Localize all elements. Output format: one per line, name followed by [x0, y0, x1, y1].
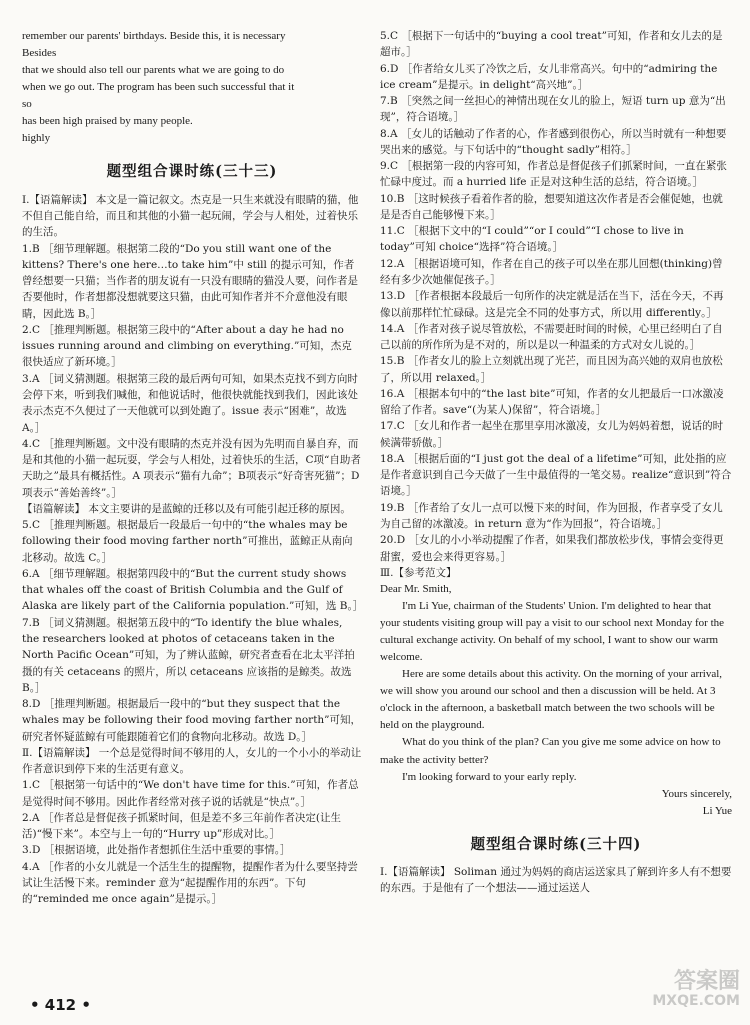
right-para-8: 12.A ［根据语境可知，作者在自己的孩子可以坐在那儿回想(thinking)曾经有多少次她催促孩子。］ — [380, 257, 723, 286]
right-para-2: 6.D ［作者给女儿买了冷饮之后，女儿非常高兴。句中的“admiring the ice cream”是提示。in delight“高兴地”。］ — [380, 62, 718, 91]
left-para-3: 2.C ［推理判断题。根据第三段中的“After about a day he had no issues running around and climbing on everything.”可知，杰克很快适应了新环境。］ — [22, 323, 352, 369]
watermark-main: 答案圈 — [673, 969, 740, 994]
left-para-9: 7.B ［词义猜测题。根据第五段中的“To identify the blue whales, the researchers looked at photos of cetaceans taken in the North Pacific Ocean”可知，为了辨认蓝鲸，研究者查看在北太平洋拍摄的有关 cetaceans 的照片，所以 cetaceans 应该指的是鲸类。故选 B。］ — [22, 616, 355, 694]
right-para-13: 17.C ［女儿和作者一起坐在那里享用冰激凌，女儿为妈妈着想，说话的时候满带骄傲。］ — [380, 420, 724, 449]
left-para-6: 【语篇解读】 本文主要讲的是蓝鲸的迁移以及有可能引起迁移的原因。 — [22, 502, 351, 515]
right-para-3: 7.B ［突然之间一丝担心的神情出现在女儿的脸上，短语 turn up 意为“出现”，符合语境。］ — [380, 95, 726, 124]
intro-text: remember our parents' birthdays. Beside this, it is necessary Besides that we should also tell our parents what we are going to do when we go out. The program has been such successful that it so has been high praised by many people. highly — [22, 30, 295, 145]
essay-paragraph-3: What do you think of the plan? Can you give me some advice on how to make the activity better? — [380, 736, 721, 766]
left-para-2: 1.B ［细节理解题。根据第二段的“Do you still want one of the kittens? There's one here…to take him”中 still 的提示可知，作者曾经想要一只猫；当作者的朋友说有一只没有眼睛的猫没人要，问作者是否要他时，作者想都没想就要这只猫，由此可知作者并不介意他没有眼睛，因此选 B。］ — [22, 242, 358, 320]
right-para-10: 14.A ［作者对孩子说尽管放松，不需要赶时间的时候，心里已经明白了自己以前的所作所为是不对的，所以是以一种温柔的方式对女儿说的。］ — [380, 322, 723, 352]
essay-signature: Li Yue — [702, 804, 732, 817]
section-title-34: 题型组合课时练(三十四) — [470, 835, 642, 853]
right-para-6: 10.B ［这时候孩子看着作者的脸，想要知道这次作者是否会催促她，也就是是否自己能够慢下来。］ — [380, 192, 723, 221]
right-para-14: 18.A ［根据后面的“I just got the deal of a lifetime”可知，此处指的应是作者意识到自己今天做了一生中最值得的一笔交易。realize“意识到”符合语境。］ — [380, 452, 732, 498]
right-column — [380, 28, 732, 897]
right-para-5: 9.C ［根据第一段的内容可知，作者总是督促孩子们抓紧时间，一直在紧张忙碌中度过。而 a hurried life 正是对这种生活的总结，符合语境。］ — [380, 160, 727, 189]
left-para-10: 8.D ［推理判断题。根据最后一段中的“but they suspect that the whales may be following their food moving farther north”可知，研究者怀疑蓝鲸有可能跟随着它们的食物向北移动。故选 D。］ — [22, 698, 362, 743]
watermark-sub: MXQE.COM — [652, 993, 740, 1010]
essay-paragraph-4: I'm looking forward to your early reply. — [402, 770, 577, 783]
left-para-8: 6.A ［细节理解题。根据第四段中的“But the current study shows that whales off the coast of British Columbia and the Gulf of Alaska are likely part of the California population.”可知，选 B。］ — [22, 567, 364, 613]
left-para-15: 4.A ［作者的小女儿就是一个活生生的提醒物，提醒作者为什么要坚持尝试让生活慢下来。reminder 意为“起提醒作用的东西”。下句的“reminded me once again”是提示。］ — [22, 860, 358, 906]
left-para-1: Ⅰ.【语篇解读】 本文是一篇记叙文。杰克是一只生来就没有眼睛的猫，他不但自己能自给，而且和其他的小猫一起玩闹，学会与人相处，过着快乐的生活。 — [22, 193, 359, 239]
left-para-4: 3.A ［词义猜测题。根据第三段的最后两句可知，如果杰克找不到方向时会停下来，听到我们喊他，和他说话时，他很快就能找到我们，因此该处表示杰克不久便过了一天他就可以到处跑了。issue 表示“困难”，故选 A。］ — [22, 372, 358, 434]
right-para-15: 19.B ［作者给了女儿一点可以慢下来的时间，作为回报，作者享受了女儿为自己留的冰激凌。in return 意为“作为回报”，符合语境。］ — [380, 501, 723, 530]
left-column — [22, 28, 362, 907]
right-para-17: Ⅲ.【参考范文】 — [380, 566, 457, 579]
right-para-7: 11.C ［根据下文中的“I could”“or I could”“I chose to live in today”可知 choice“选择”符合语境。］ — [380, 225, 684, 254]
essay-salutation: Dear Mr. Smith, — [380, 583, 452, 596]
right-para-18: Ⅰ.【语篇解读】 Soliman 通过为妈妈的商店运送家具了解到许多人有不想要的东西。于是他有了一个想法——通过运送人 — [380, 866, 732, 895]
left-para-7: 5.C ［推理判断题。根据最后一段最后一句中的“the whales may be following their food moving farther north”可推出，蓝鲸正从南向北移动。故选 C。］ — [22, 519, 353, 564]
section-title-33: 题型组合课时练(三十三) — [106, 163, 278, 181]
watermark-logo — [610, 970, 740, 1018]
right-para-1: 5.C ［根据下一句话中的“buying a cool treat”可知，作者和女儿去的是超市。］ — [380, 30, 723, 59]
right-para-16: 20.D ［女儿的小小举动提醒了作者，如果我们都放松步伐，事情会变得更甜蜜，爱也会来得更容易。］ — [380, 534, 724, 563]
essay-paragraph-2: Here are some details about this activity. On the morning of your arrival, we will show you around our school and then a discussion will be held. At 3 o'clock in the afternoon, a basketball match between the two schools will be held on the playground. — [380, 668, 723, 732]
right-para-12: 16.A ［根据本句中的“the last bite”可知，作者的女儿把最后一口冰激凌留给了作者。save“(为某人)保留”，符合语境。］ — [380, 387, 724, 417]
left-para-11: Ⅱ.【语篇解读】 一个总是觉得时间不够用的人，女儿的一个小小的举动让作者意识到停下来的生活更有意义。 — [22, 746, 362, 776]
left-para-5: 4.C ［推理判断题。文中没有眼睛的杰克并没有因为先明而自暴自弃，而是和其他的小猫一起玩耍，学会与人相处，过着快乐的生活，C项“自助者天助之”最具有概括性。A 项表示“猫有九命”；B项表示“好奇害死猫”；D项表示“善始善终”。］ — [22, 437, 361, 499]
left-para-13: 2.A ［作者总是督促孩子抓紧时间，但是差不多三年前作者决定(让生活)“慢下来”。本空与上一句的“Hurry up”形成对比。］ — [22, 811, 342, 841]
essay-paragraph-1: I'm Li Yue, chairman of the Students' Union. I'm delighted to hear that your students visiting group will pay a visit to our school next Monday for the cultural exchange activity. On behalf of my school, I want to show our warm welcome. — [380, 600, 725, 664]
left-para-14: 3.D ［根据语境，此处指作者想抓住生活中重要的事情。］ — [22, 844, 291, 857]
right-para-4: 8.A ［女儿的话触动了作者的心，作者感到很伤心，所以当时就有一种想要哭出来的感觉。与下句话中的“thought sadly”相符。］ — [380, 127, 727, 156]
page-number: • 412 • — [30, 996, 91, 1014]
essay-closing: Yours sincerely, — [661, 787, 732, 800]
right-para-11: 15.B ［作者女儿的脸上立刻就出现了光芒，而且因为高兴她的双肩也放松了，所以用 relaxed。］ — [380, 355, 723, 384]
left-para-12: 1.C ［根据第一句话中的“We don't have time for this.”可知，作者总是觉得时间不够用。因此作者经常对孩子说的话就是“快点”。］ — [22, 779, 359, 808]
right-para-9: 13.D ［作者根据本段最后一句所作的决定就是活在当下，活在今天，不再像以前那样忙忙碌碌。这是完全不同的处事方式，所以用 differently。］ — [380, 290, 724, 319]
